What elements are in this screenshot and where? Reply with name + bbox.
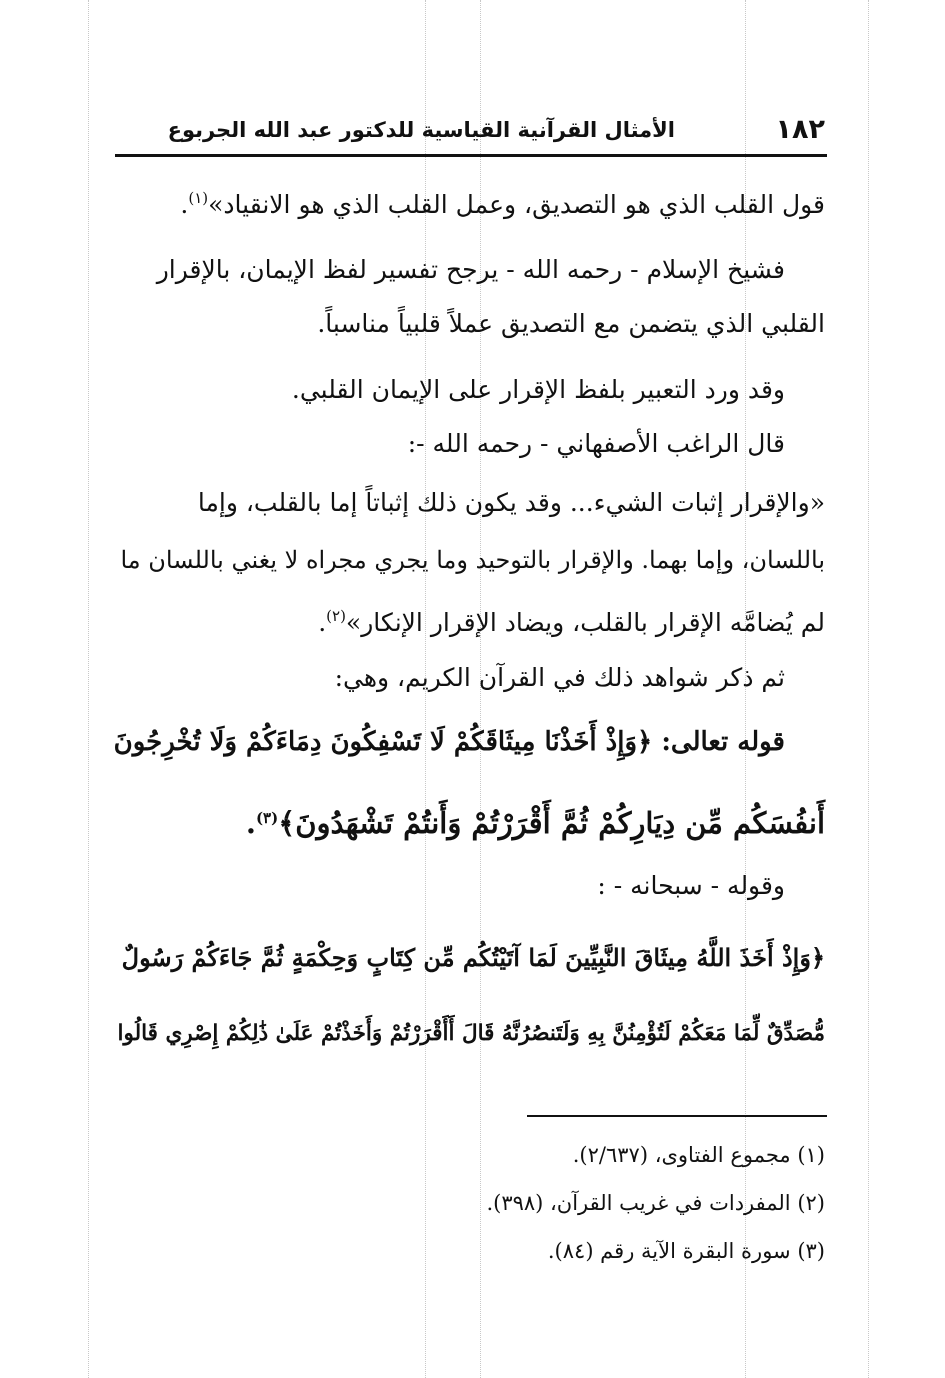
footnote-ref: (٢) bbox=[326, 607, 346, 625]
footnote-separator bbox=[527, 1115, 827, 1117]
scan-grid-line bbox=[868, 0, 869, 1378]
page-number: ١٨٢ bbox=[775, 114, 825, 145]
body-line: وقد ورد التعبير بلفظ الإقرار على الإيمان القلبي. bbox=[291, 375, 785, 404]
body-line: قال الراغب الأصفهاني - رحمه الله -: bbox=[407, 429, 785, 458]
body-line: وقوله - سبحانه - : bbox=[597, 871, 785, 900]
quran-verse-line: ﴿وَإِذْ أَخَذَ اللَّهُ مِيثَاقَ النَّبِيِّينَ لَمَا آتَيْتُكُم مِّن كِتَابٍ وَحِكْمَةٍ ثُمَّ جَاءَكُمْ رَسُولٌ bbox=[121, 943, 825, 972]
body-line: القلبي الذي يتضمن مع التصديق عملاً قلبياً مناسباً. bbox=[317, 309, 825, 338]
footnote: (٢) المفردات في غريب القرآن، (٣٩٨). bbox=[486, 1191, 825, 1215]
quote-line: لم يُضامَّه الإقرار بالقلب، ويضاد الإقرار الإنكار»$^{(٢)}$. bbox=[318, 607, 825, 637]
footnote: (١) مجموع الفتاوى، (٢/٦٣٧). bbox=[572, 1143, 825, 1167]
quote-line: «والإقرار إثبات الشيء... وقد يكون ذلك إثباتاً إما بالقلب، وإما bbox=[197, 488, 825, 517]
running-title: الأمثال القرآنية القياسية للدكتور عبد الله الجربوع bbox=[167, 118, 675, 142]
body-line: ثم ذكر شواهد ذلك في القرآن الكريم، وهي: bbox=[334, 663, 785, 692]
header-rule bbox=[115, 154, 827, 157]
footnote-ref: (٣) bbox=[255, 809, 279, 827]
quran-verse-line: قوله تعالى: ﴿وَإِذْ أَخَذْنَا مِيثَاقَكُمْ لَا تَسْفِكُونَ دِمَاءَكُمْ وَلَا تُخْرِجُونَ bbox=[113, 727, 785, 757]
scan-grid-line bbox=[88, 0, 89, 1378]
body-line: قول القلب الذي هو التصديق، وعمل القلب الذي هو الانقياد»$^{(١)}$. bbox=[180, 189, 825, 219]
page-header bbox=[115, 112, 825, 152]
footnote-ref: (١) bbox=[188, 189, 209, 207]
quran-verse-line: مُّصَدِّقٌ لِّمَا مَعَكُمْ لَتُؤْمِنُنَّ بِهِ وَلَتَنصُرُنَّهُ قَالَ أَأَقْرَرْتُمْ وَأَخَذْتُمْ عَلَىٰ ذَٰلِكُمْ إِصْرِي قَالُوا bbox=[117, 1021, 825, 1046]
quran-verse-line: أَنفُسَكُم مِّن دِيَارِكُمْ ثُمَّ أَقْرَرْتُمْ وَأَنتُمْ تَشْهَدُونَ﴾$^{(٣)}$. bbox=[245, 806, 825, 840]
quote-line: باللسان، وإما بهما. والإقرار بالتوحيد وما يجري مجراه لا يغني باللسان ما bbox=[120, 546, 825, 574]
body-line: فشيخ الإسلام - رحمه الله - يرجح تفسير لفظ الإيمان، بالإقرار bbox=[156, 255, 785, 284]
footnote: (٣) سورة البقرة الآية رقم (٨٤). bbox=[547, 1239, 825, 1263]
